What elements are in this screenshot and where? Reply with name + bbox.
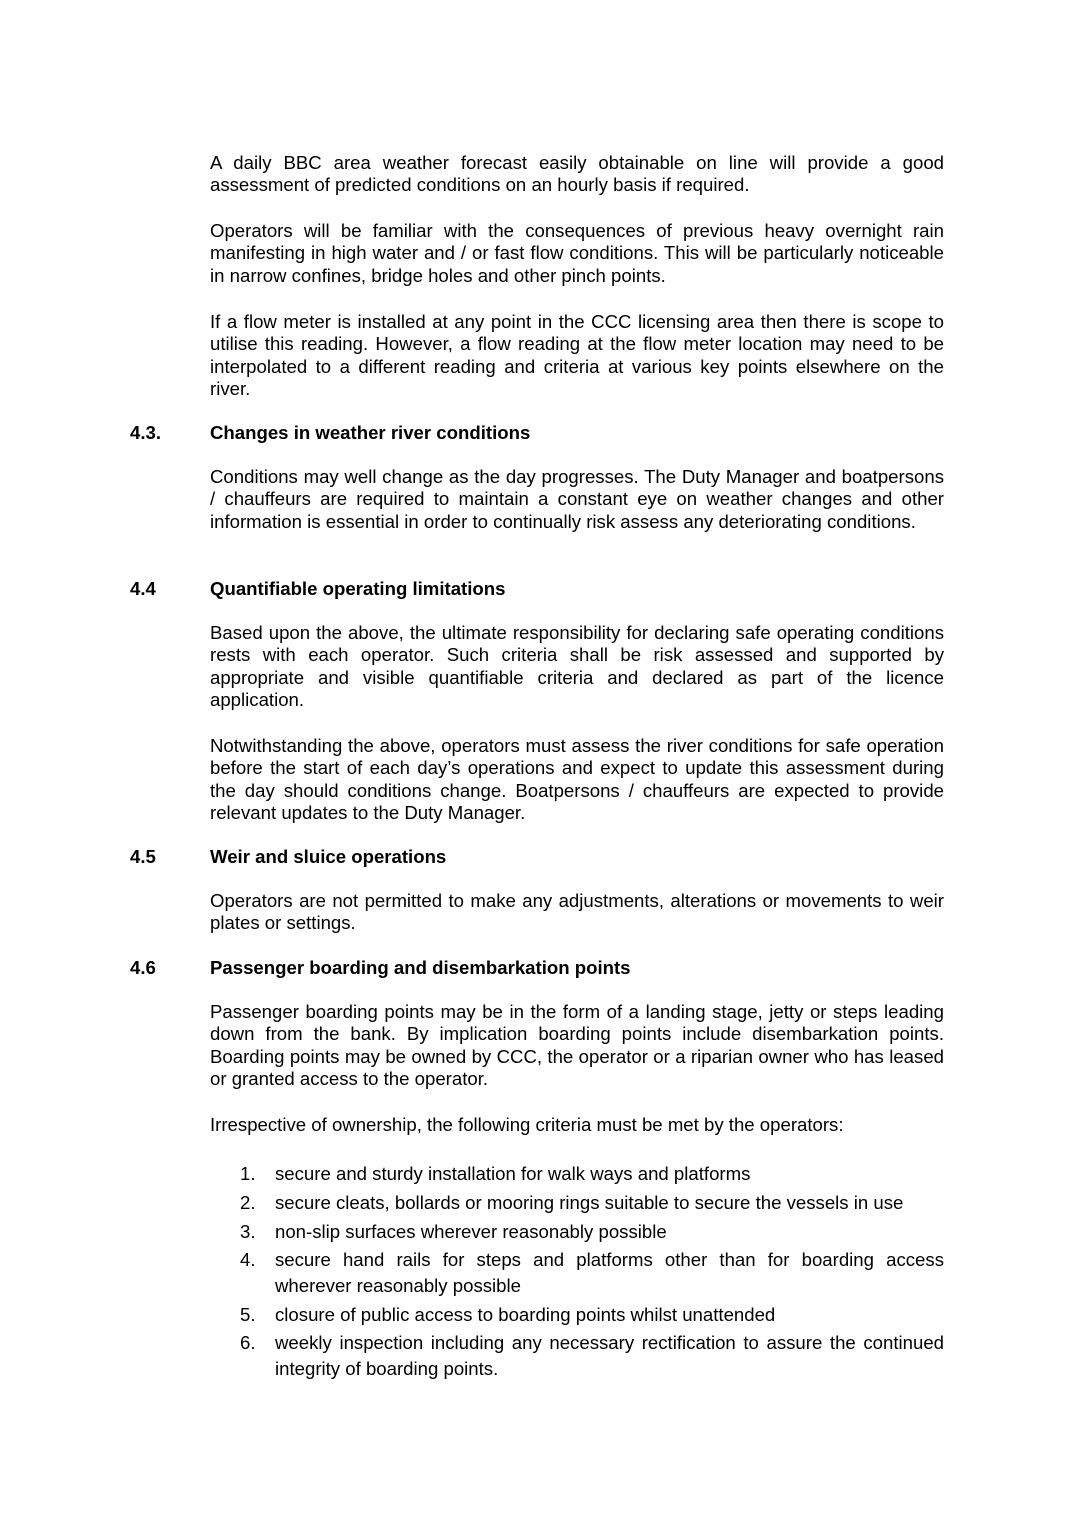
list-item-text: secure cleats, bollards or mooring rings suitable to secure the vessels in use	[275, 1191, 904, 1213]
boarding-criteria-list	[210, 1161, 944, 1385]
paragraph-flow-meter: If a flow meter is installed at any point in the CCC licensing area then there is scope to utilise this reading. However, a flow reading at the flow meter location may need to be interpolated to a different reading and criteria at various key points elsewhere on the river.	[210, 311, 944, 399]
section-4-3-body: Conditions may well change as the day progresses. The Duty Manager and boatpersons / chauffeurs are required to maintain a constant eye on weather changes and other information is essential in order to continually risk assess any deteriorating conditions.	[210, 466, 944, 532]
section-4-4-body-1: Based upon the above, the ultimate responsibility for declaring safe operating conditions rests with each operator. Such criteria shall be risk assessed and supported by appropriate and visible quantifiable criteria and declared as part of the licence application.	[210, 622, 944, 710]
list-marker: 2.	[240, 1191, 256, 1213]
list-item	[210, 1330, 944, 1381]
section-4-4-body-2: Notwithstanding the above, operators must assess the river conditions for safe operation before the start of each day’s operations and expect to update this assessment during the day should conditions change. Boatpersons / chauffeurs are expected to provide relevant updates to the Duty Manager.	[210, 735, 944, 823]
section-heading-4-4	[130, 578, 944, 602]
section-heading-4-3	[130, 422, 944, 446]
section-number: 4.3.	[130, 422, 162, 443]
paragraph-overnight-rain: Operators will be familiar with the consequences of previous heavy overnight rain manifesting in high water and / or fast flow conditions. This will be particularly noticeable in narrow confines, bridge holes and other pinch points.	[210, 220, 944, 286]
list-item-text: secure hand rails for steps and platforms other than for boarding access wherever reasonably possible	[275, 1249, 944, 1296]
section-title: Weir and sluice operations	[210, 846, 447, 867]
section-4-6-body-1: Passenger boarding points may be in the form of a landing stage, jetty or steps leading down from the bank. By implication boarding points include disembarkation points. Boarding points may be owned by CCC, the operator or a riparian owner who has leased or granted access to the operator.	[210, 1001, 944, 1089]
list-item-text: closure of public access to boarding points whilst unattended	[275, 1303, 776, 1325]
list-item	[210, 1302, 944, 1328]
list-item	[210, 1161, 944, 1187]
list-item	[210, 1190, 944, 1216]
list-marker: 1.	[240, 1163, 256, 1184]
section-title: Changes in weather river conditions	[210, 422, 531, 443]
section-4-6-body-2: Irrespective of ownership, the following criteria must be met by the operators:	[210, 1114, 844, 1135]
list-marker: 3.	[240, 1220, 256, 1242]
list-item-text: secure and sturdy installation for walk ways and platforms	[275, 1163, 751, 1184]
section-heading-4-6	[130, 957, 944, 981]
section-heading-4-5	[130, 846, 944, 870]
section-title: Passenger boarding and disembarkation points	[210, 957, 631, 978]
section-number: 4.4	[130, 578, 156, 599]
section-number: 4.5	[130, 846, 156, 867]
list-marker: 4.	[240, 1249, 256, 1271]
section-4-5-body: Operators are not permitted to make any adjustments, alterations or movements to weir plates or settings.	[210, 890, 944, 934]
list-item-text: non-slip surfaces wherever reasonably possible	[275, 1220, 667, 1242]
section-title: Quantifiable operating limitations	[210, 578, 506, 599]
section-number: 4.6	[130, 957, 156, 978]
list-marker: 5.	[240, 1303, 256, 1325]
paragraph-weather-forecast: A daily BBC area weather forecast easily obtainable on line will provide a good assessment of predicted conditions on an hourly basis if required.	[210, 152, 944, 196]
list-item	[210, 1247, 944, 1298]
list-item-text: weekly inspection including any necessary rectification to assure the continued integrity of boarding points.	[275, 1332, 944, 1379]
list-marker: 6.	[240, 1332, 256, 1354]
list-item	[210, 1219, 944, 1245]
